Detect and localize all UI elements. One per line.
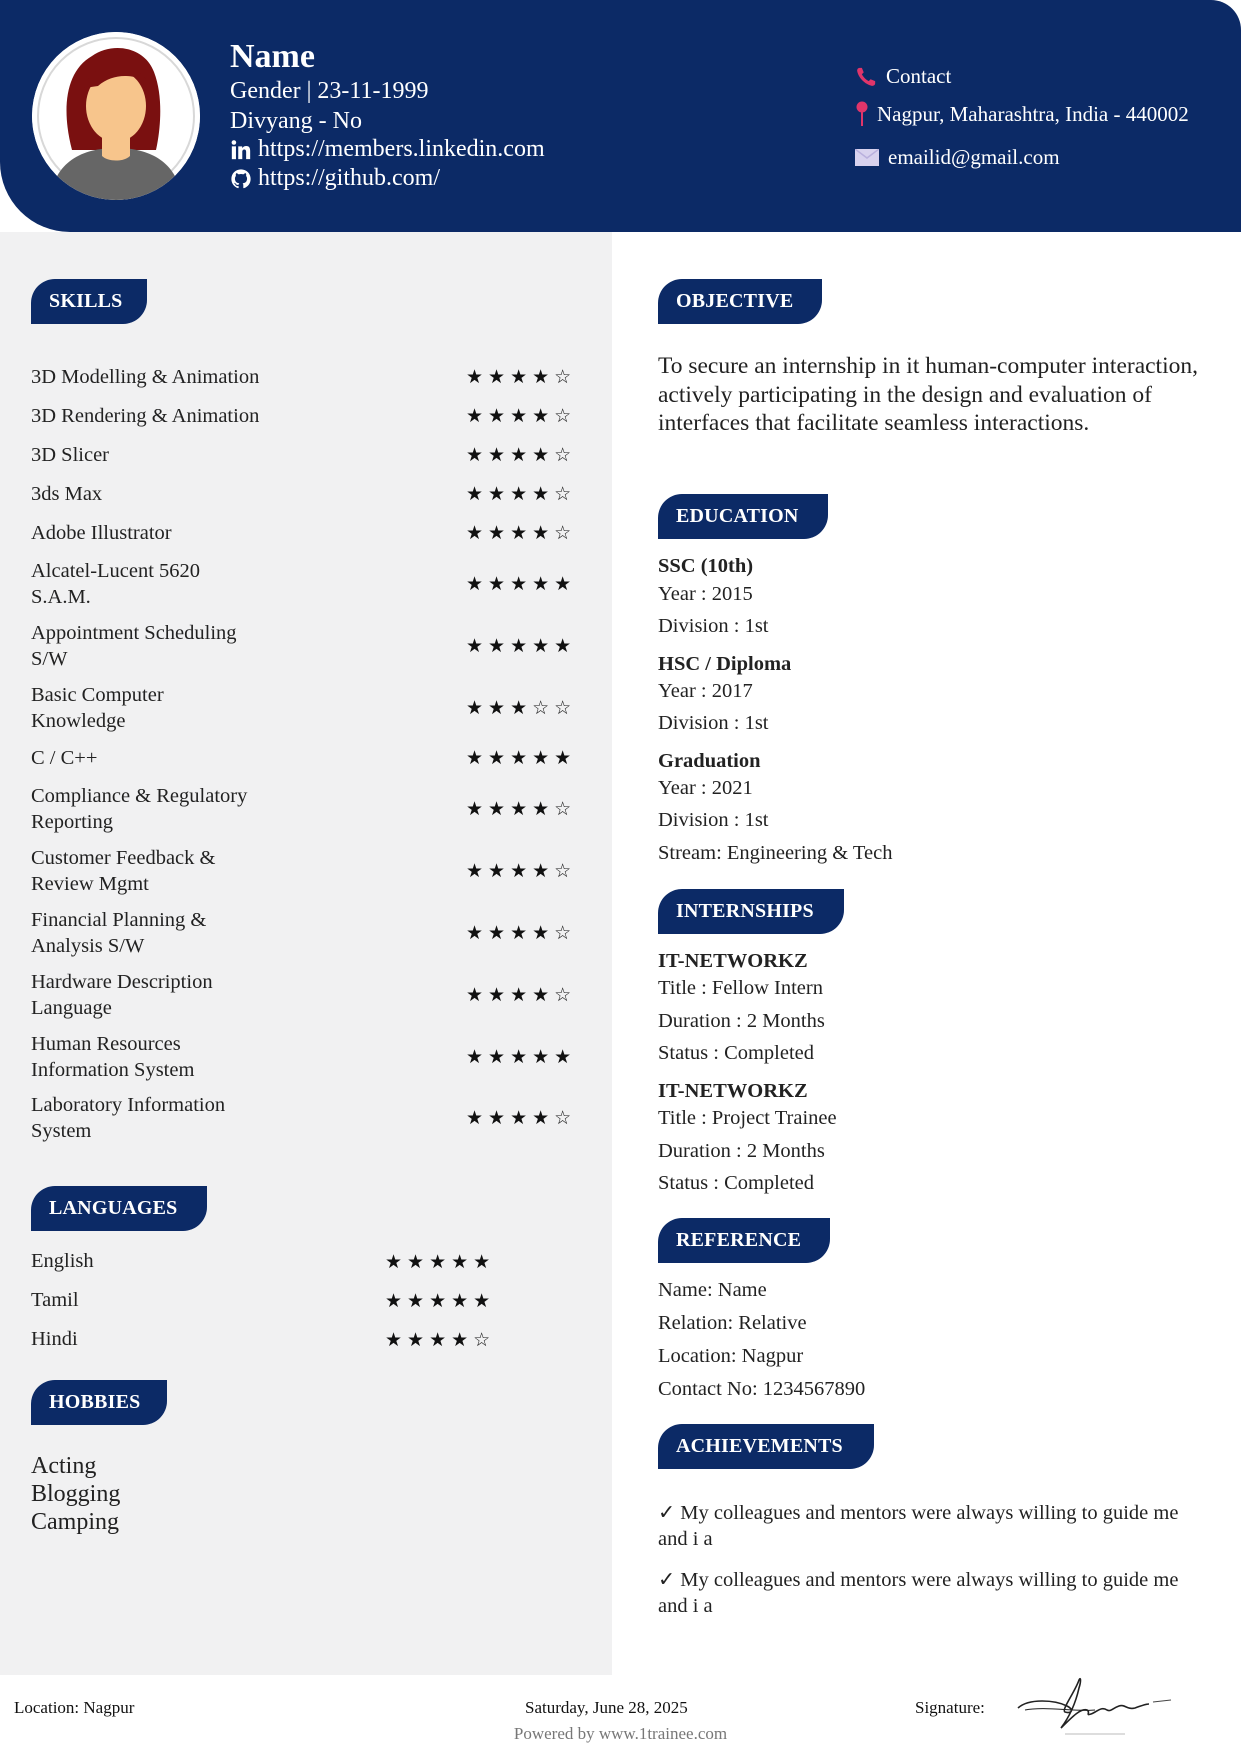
phone-icon xyxy=(855,66,877,88)
internships-heading: INTERNSHIPS xyxy=(658,889,844,934)
signature-label: Signature: xyxy=(915,1698,985,1717)
achievement-item: ✓ My colleagues and mentors were always willing to guide me and i a xyxy=(658,1569,1179,1617)
skill-rating: ★★★★☆ xyxy=(466,484,577,505)
skill-rating: ★★★★☆ xyxy=(466,406,577,427)
skill-rating: ★★★★☆ xyxy=(466,861,577,882)
footer-location: Location: Nagpur xyxy=(14,1698,135,1717)
skill-rating: ★★★☆☆ xyxy=(466,698,577,719)
language-rating: ★★★★★ xyxy=(385,1252,496,1273)
education-division: Division : 1st xyxy=(658,712,769,734)
reference-contact: Contact No: 1234567890 xyxy=(658,1378,866,1400)
skill-rating: ★★★★★ xyxy=(466,1047,577,1068)
language-name: English xyxy=(31,1250,94,1272)
skill-name: Financial Planning & Analysis S/W xyxy=(31,909,207,957)
hobby-item: Camping xyxy=(31,1509,119,1535)
reference-location: Location: Nagpur xyxy=(658,1345,804,1367)
location-pin-icon xyxy=(855,101,869,127)
skill-name: 3ds Max xyxy=(31,483,103,505)
language-name: Hindi xyxy=(31,1328,78,1350)
hobbies-heading: HOBBIES xyxy=(31,1380,167,1425)
skill-rating: ★★★★★ xyxy=(466,748,577,769)
skill-name: Alcatel-Lucent 5620 S.A.M. xyxy=(31,560,201,608)
skill-name: 3D Modelling & Animation xyxy=(31,366,260,388)
internship-company: IT-NETWORKZ xyxy=(658,1080,808,1102)
languages-heading: LANGUAGES xyxy=(31,1186,207,1231)
internship-status: Status : Completed xyxy=(658,1172,815,1194)
objective-text: To secure an internship in it human-computer interaction, actively participating in the design and evaluation of interfaces that facilitate seamless interactions. xyxy=(658,353,1198,436)
skill-name: Appointment Scheduling S/W xyxy=(31,622,237,670)
hobby-item: Acting xyxy=(31,1453,97,1479)
skill-name: Laboratory Information System xyxy=(31,1094,226,1142)
skill-rating: ★★★★☆ xyxy=(466,923,577,944)
skill-rating: ★★★★☆ xyxy=(466,799,577,820)
language-rating: ★★★★★ xyxy=(385,1291,496,1312)
skill-name: Customer Feedback & Review Mgmt xyxy=(31,847,216,895)
powered-by: Powered by www.1trainee.com xyxy=(513,1724,728,1743)
objective-heading: OBJECTIVE xyxy=(658,279,822,324)
skill-rating: ★★★★☆ xyxy=(466,523,577,544)
internship-company: IT-NETWORKZ xyxy=(658,950,808,972)
internship-title: Title : Project Trainee xyxy=(658,1107,837,1129)
gender-dob: Gender | 23-11-1999 xyxy=(230,78,429,104)
skill-rating: ★★★★★ xyxy=(466,574,577,595)
reference-heading: REFERENCE xyxy=(658,1218,830,1263)
internship-duration: Duration : 2 Months xyxy=(658,1140,825,1162)
skill-name: 3D Rendering & Animation xyxy=(31,405,260,427)
skill-name: Adobe Illustrator xyxy=(31,522,172,544)
education-year: Year : 2021 xyxy=(658,777,753,799)
skill-name: Hardware Description Language xyxy=(31,971,213,1019)
education-title: Graduation xyxy=(658,750,761,772)
avatar-illustration xyxy=(32,32,200,200)
skill-name: 3D Slicer xyxy=(31,444,109,466)
skill-rating: ★★★★☆ xyxy=(466,985,577,1006)
skills-heading: SKILLS xyxy=(31,279,147,324)
internship-title: Title : Fellow Intern xyxy=(658,977,823,999)
avatar xyxy=(32,32,200,200)
skill-name: Human Resources Information System xyxy=(31,1033,195,1081)
education-division: Division : 1st xyxy=(658,809,769,831)
education-division: Division : 1st xyxy=(658,615,769,637)
skill-name: C / C++ xyxy=(31,747,98,769)
reference-relation: Relation: Relative xyxy=(658,1312,807,1334)
reference-name: Name: Name xyxy=(658,1279,767,1301)
education-title: SSC (10th) xyxy=(658,555,754,577)
linkedin-link[interactable]: https://members.linkedin.com xyxy=(230,136,545,163)
skill-rating: ★★★★☆ xyxy=(466,445,577,466)
skill-rating: ★★★★☆ xyxy=(466,367,577,388)
education-year: Year : 2017 xyxy=(658,680,753,702)
hobby-item: Blogging xyxy=(31,1481,121,1507)
contact-phone: Contact xyxy=(855,64,951,89)
achievements-heading: ACHIEVEMENTS xyxy=(658,1424,874,1469)
contact-address: Nagpur, Maharashtra, India - 440002 xyxy=(855,101,1189,127)
github-link[interactable]: https://github.com/ xyxy=(230,165,440,192)
education-title: HSC / Diploma xyxy=(658,653,792,675)
skill-name: Compliance & Regulatory Reporting xyxy=(31,785,248,833)
skill-rating: ★★★★★ xyxy=(466,636,577,657)
language-rating: ★★★★☆ xyxy=(385,1330,496,1351)
footer-date: Saturday, June 28, 2025 xyxy=(525,1698,688,1717)
envelope-icon xyxy=(855,149,879,166)
header-banner xyxy=(0,0,1241,232)
language-name: Tamil xyxy=(31,1289,79,1311)
education-stream: Stream: Engineering & Tech xyxy=(658,842,893,864)
skill-name: Basic Computer Knowledge xyxy=(31,684,164,732)
divyang-status: Divyang - No xyxy=(230,108,362,134)
internship-status: Status : Completed xyxy=(658,1042,815,1064)
contact-email[interactable]: emailid@gmail.com xyxy=(855,145,1060,170)
internship-duration: Duration : 2 Months xyxy=(658,1010,825,1032)
skill-rating: ★★★★☆ xyxy=(466,1108,577,1129)
candidate-name: Name xyxy=(230,38,315,75)
education-year: Year : 2015 xyxy=(658,583,753,605)
achievement-item: ✓ My colleagues and mentors were always willing to guide me and i a xyxy=(658,1502,1179,1550)
github-icon xyxy=(230,168,252,190)
linkedin-icon xyxy=(230,139,252,161)
education-heading: EDUCATION xyxy=(658,494,828,539)
